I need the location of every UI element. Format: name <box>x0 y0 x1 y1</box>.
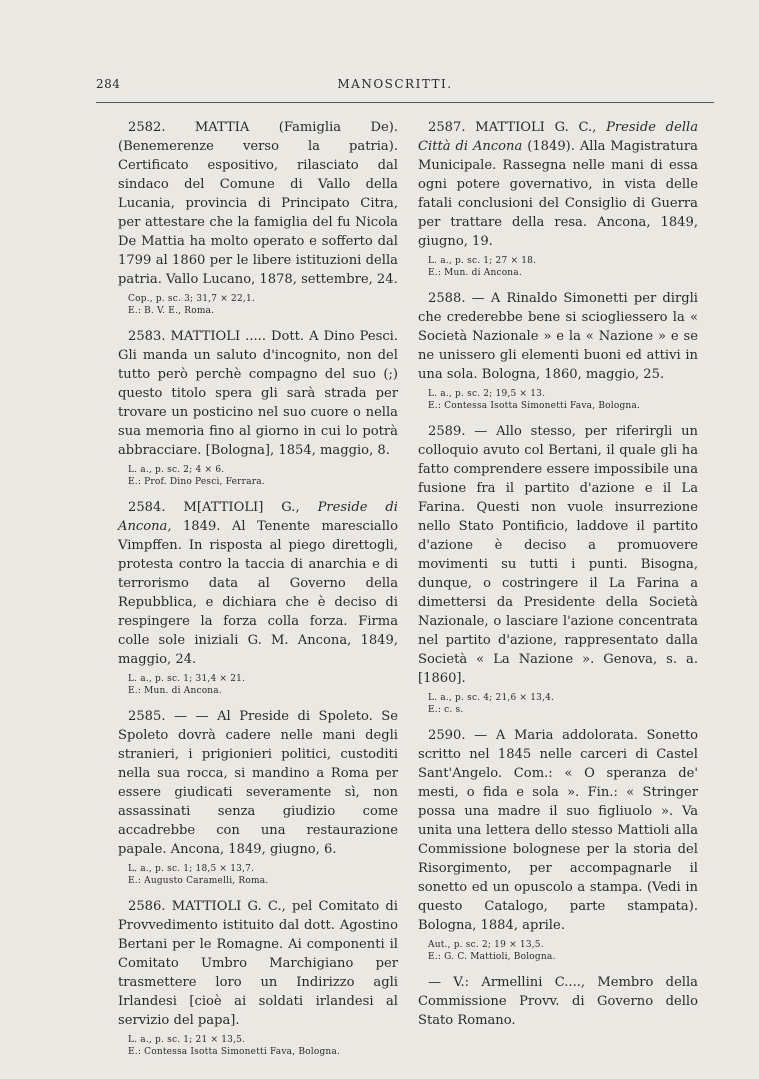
entry-meta <box>428 255 698 279</box>
entry-text: — V.: Armellini C...., Membro della Commissione Provv. di Governo dello Stato Romano. <box>418 975 698 1028</box>
entry-owner: E.: c. s. <box>428 705 464 715</box>
entry-description: L. a., p. sc. 4; 21,6 × 13,4. <box>428 693 555 703</box>
entry-text: 2582. MATTIA (Famiglia De). (Benemerenze verso la patria). Certificato espositivo, rilasciato dal sindaco del Comune di Vallo della Lucania, provincia di Principato Citra, per attestare che la famiglia del fu Nicola De Mattia ha molto operato e sofferto dal 1799 al 1860 per le libere istituzioni della patria. Vallo Lucano, 1878, settembre, 24. <box>118 120 398 287</box>
entry-owner: E.: Contessa Isotta Simonetti Fava, Bologna. <box>428 401 641 411</box>
catalog-entry <box>418 289 698 412</box>
entry-owner: E.: Mun. di Ancona. <box>128 686 222 696</box>
catalog-entry <box>418 422 698 716</box>
entry-text: 2589. — Allo stesso, per riferirgli un colloquio avuto col Bertani, il quale gli ha fatto comprendere essere impossibile una fusione fra il partito d'azione e il La Farina. Questi non vuole insurrezione nello Stato Pontificio, laddove il partito d'azione è deciso a promuovere movimenti su tutti i punti. Bisogna, dunque, o costringere il La Farina a dimettersi da Presidente della Società Nazionale, o lasciare l'azione concentrata nel partito d'azione, rappresentato dalla Società « La Nazione ». Genova, s. a. [1860]. <box>418 424 698 686</box>
entry-description: L. a., p. sc. 2; 4 × 6. <box>128 465 225 475</box>
entry-description: Aut., p. sc. 2; 19 × 13,5. <box>428 940 544 950</box>
entry-owner: E.: Contessa Isotta Simonetti Fava, Bologna. <box>128 1047 341 1057</box>
entry-text: 2583. MATTIOLI ..... Dott. A Dino Pesci. Gli manda un saluto d'incognito, non del tutto però perchè compagno del suo (;) questo titolo spera gli sarà strada per trovare un posticino nel suo cuore o nella sua memoria fino al giorno in cui lo potrà abbracciare. [Bologna], 1854, maggio, 8. <box>118 329 398 458</box>
entry-owner: E.: Mun. di Ancona. <box>428 268 522 278</box>
catalog-entry <box>118 327 398 488</box>
entry-description: L. a., p. sc. 1; 27 × 18. <box>428 256 537 266</box>
entry-owner: E.: Prof. Dino Pesci, Ferrara. <box>128 477 265 487</box>
entry-owner: E.: B. V. E., Roma. <box>128 306 215 316</box>
catalog-entry <box>118 897 398 1058</box>
entry-text: 2585. — — Al Preside di Spoleto. Se Spoleto dovrà cadere nelle mani degli stranieri, i prigionieri politici, custoditi nella sua rocca, si mandino a Roma per essere giudicati severamente sì, non assassinati senza giudizio come accadrebbe con una restaurazione papale. Ancona, 1849, giugno, 6. <box>118 709 398 857</box>
left-column <box>118 118 398 1068</box>
catalog-entry <box>118 498 398 697</box>
entry-meta <box>428 388 698 412</box>
entry-owner: E.: Augusto Caramelli, Roma. <box>128 876 269 886</box>
entry-meta <box>128 863 398 887</box>
catalog-entry <box>418 726 698 963</box>
running-title: MANOSCRITTI. <box>337 77 453 91</box>
entry-lead: 2587. MATTIOLI G. C., <box>428 120 607 135</box>
entry-body: 1849. Al Tenente maresciallo Vimpffen. In risposta al piego direttogli, protesta contro la taccia di anarchia e di terrorismo data al Governo della Repubblica, e dichiara che è deciso di respingere la forza colla forza. Firma colle sole iniziali G. M. Ancona, 1849, maggio, 24. <box>118 519 398 667</box>
header-rule <box>96 102 714 103</box>
entry-body: (1849). Alla Magistratura Municipale. Rassegna nelle mani di essa ogni potere governativo, in vista delle fatali conclusioni del Consiglio di Guerra per trattare della resa. Ancona, 1849, giugno, 19. <box>418 139 698 249</box>
entry-text <box>418 118 698 251</box>
entry-lead-italic: Preside di Ancona, <box>118 500 398 534</box>
page-header <box>96 75 694 97</box>
catalog-entry <box>418 973 698 1030</box>
entry-text: 2588. — A Rinaldo Simonetti per dirgli che crederebbe bene si sciogliessero la « Società Nazionale » e la « Nazione » e se ne unissero gli elementi buoni ed attivi in una sola. Bologna, 1860, maggio, 25. <box>418 291 698 382</box>
entry-description: L. a., p. sc. 1; 21 × 13,5. <box>128 1035 246 1045</box>
entry-lead: 2584. M[ATTIOLI] G., <box>128 500 318 515</box>
entry-meta <box>128 464 398 488</box>
catalog-entry <box>118 118 398 317</box>
entry-description: L. a., p. sc. 2; 19,5 × 13. <box>428 389 546 399</box>
right-column <box>418 118 698 1040</box>
entry-description: L. a., p. sc. 1; 31,4 × 21. <box>128 674 246 684</box>
entry-lead-italic: Preside della Città di Ancona <box>418 120 698 154</box>
entry-description: Cop., p. sc. 3; 31,7 × 22,1. <box>128 294 255 304</box>
entry-meta <box>128 1034 398 1058</box>
page-number: 284 <box>96 77 121 91</box>
entry-text <box>118 498 398 669</box>
entry-owner: E.: G. C. Mattioli, Bologna. <box>428 952 556 962</box>
entry-description: L. a., p. sc. 1; 18,5 × 13,7. <box>128 864 255 874</box>
catalog-entry <box>118 707 398 887</box>
entry-text: 2586. MATTIOLI G. C., pel Comitato di Provvedimento istituito dal dott. Agostino Bertani per le Romagne. Ai componenti il Comitato Umbro Marchigiano per trasmettere loro un Indirizzo agli Irlandesi [cioè ai soldati irlandesi al servizio del papa]. <box>118 899 398 1028</box>
catalog-entry <box>418 118 698 279</box>
entry-meta <box>428 692 698 716</box>
entry-meta <box>428 939 698 963</box>
entry-meta <box>128 673 398 697</box>
entry-meta <box>128 293 398 317</box>
entry-text: 2590. — A Maria addolorata. Sonetto scritto nel 1845 nelle carceri di Castel Sant'Angelo. Com.: « O speranza de' mesti, o fida e sola ». Fin.: « Stringer possa una madre il suo figliuolo ». Va unita una lettera dello stesso Mattioli alla Commissione bolognese per la storia del Risorgimento, per accompagnarle il sonetto ed un opuscolo a stampa. (Vedi in questo Catalogo, parte stampata). Bologna, 1884, aprile. <box>418 728 698 933</box>
